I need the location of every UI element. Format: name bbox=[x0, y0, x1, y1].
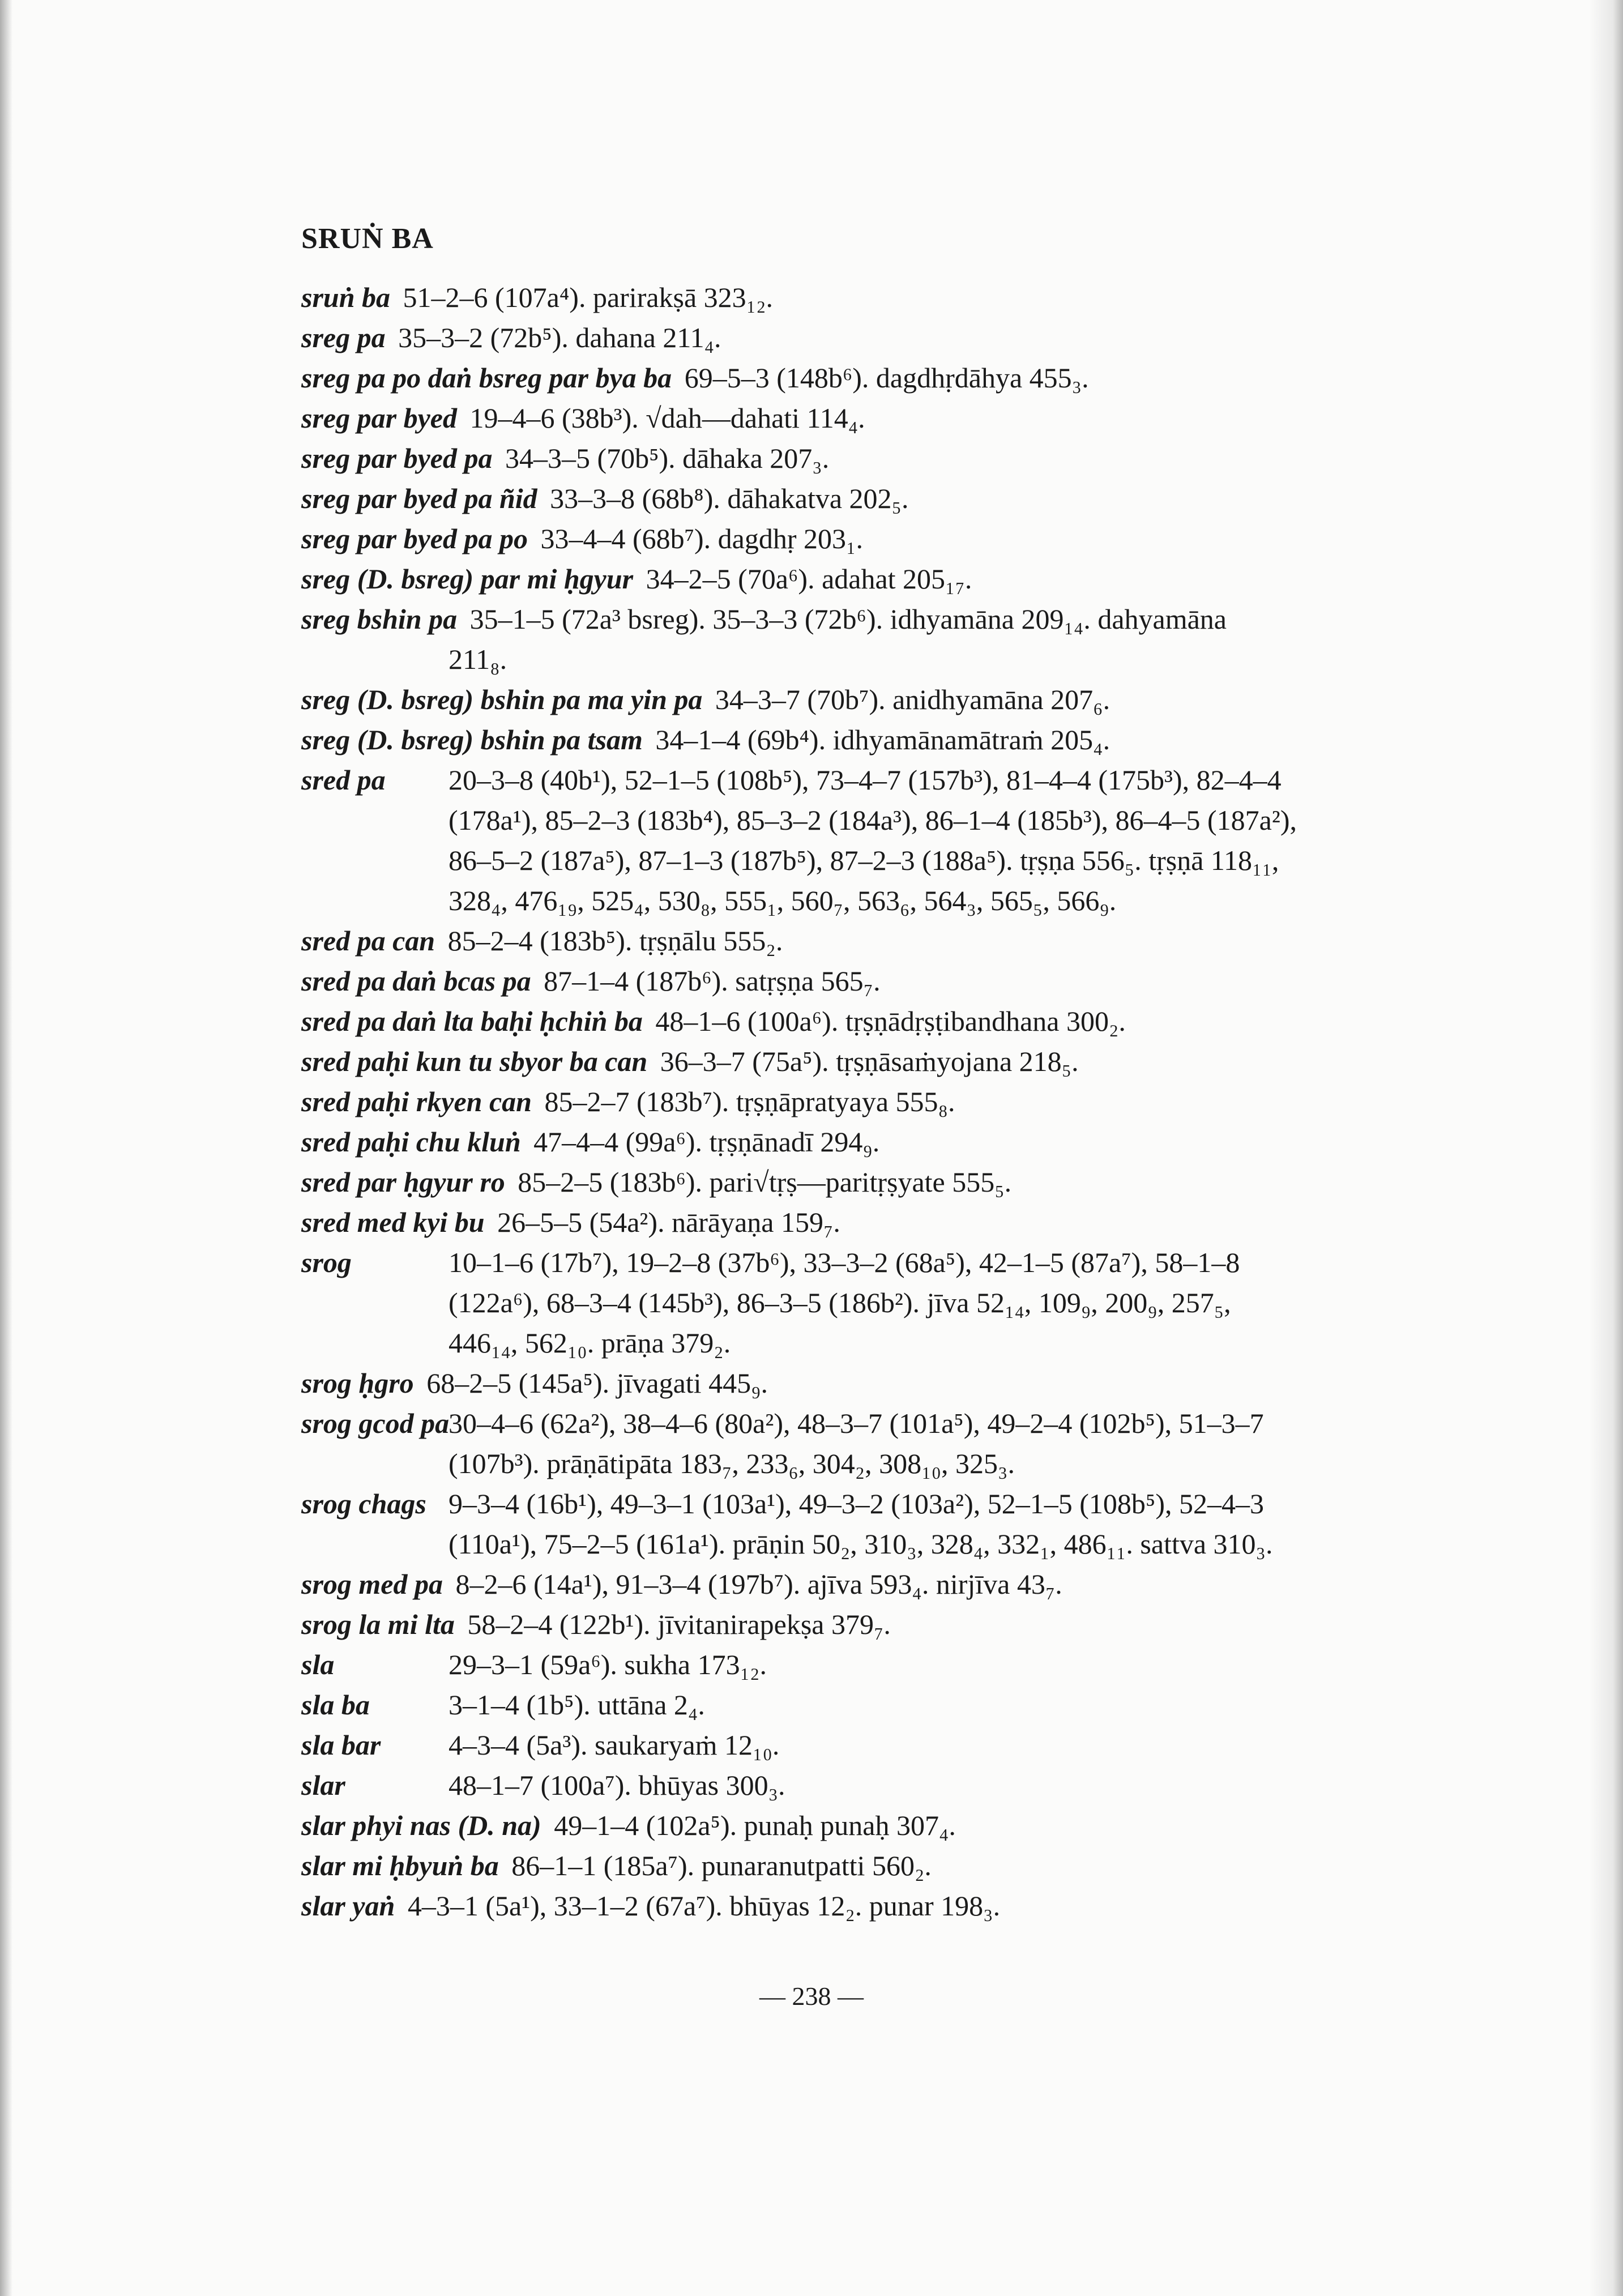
dictionary-entry bbox=[301, 599, 1411, 680]
entry-headword: srog med pa bbox=[301, 1568, 443, 1600]
entry-line: 34–3–5 (70b⁵). dāhaka 207₃. bbox=[505, 442, 830, 474]
dictionary-entry bbox=[301, 559, 1411, 599]
entry-headword: srog gcod pa bbox=[301, 1407, 450, 1439]
entry-headword: slar yaṅ bbox=[301, 1890, 395, 1922]
dictionary-entry bbox=[301, 760, 1411, 921]
dictionary-entry bbox=[301, 1645, 1411, 1685]
entry-line: 69–5–3 (148b⁶). dagdhṛdāhya 455₃. bbox=[684, 362, 1089, 394]
entry-headword: sreg (D. bsreg) bshin pa tsam bbox=[301, 724, 643, 756]
entry-line: 68–2–5 (145a⁵). jīvagati 445₉. bbox=[426, 1367, 768, 1399]
entry-line: 8–2–6 (14a¹), 91–3–4 (197b⁷). ajīva 593₄. nirjīva 43₇. bbox=[455, 1568, 1062, 1600]
entry-headword: sreg (D. bsreg) par mi ḥgyur bbox=[301, 563, 634, 595]
dictionary-entry bbox=[301, 1806, 1411, 1846]
entry-line: 85–2–4 (183b⁵). tṛṣṇālu 555₂. bbox=[447, 925, 783, 957]
entry-headword: sreg par byed pa ñid bbox=[301, 483, 537, 514]
dictionary-entry bbox=[301, 1001, 1411, 1042]
page-header: SRUṄ BA bbox=[301, 223, 434, 255]
page-number: — 238 — bbox=[759, 1982, 864, 2011]
entry-line: 33–4–4 (68b⁷). dagdhṛ 203₁. bbox=[540, 523, 863, 554]
entry-headword: slar phyi nas (D. na) bbox=[301, 1810, 541, 1841]
dictionary-entry bbox=[301, 720, 1411, 760]
dictionary-entry bbox=[301, 318, 1411, 358]
entry-line: 48–1–7 (100a⁷). bhūyas 300₃. bbox=[449, 1769, 785, 1801]
entry-headword: sred paḥi rkyen can bbox=[301, 1086, 532, 1117]
entry-line: 3–1–4 (1b⁵). uttāna 2₄. bbox=[449, 1689, 705, 1721]
entry-headword: sred pa daṅ bcas pa bbox=[301, 965, 531, 997]
entry-headword: sred paḥi chu kluṅ bbox=[301, 1126, 521, 1158]
entry-headword: sreg par byed pa bbox=[301, 442, 493, 474]
dictionary-entry bbox=[301, 1082, 1411, 1122]
dictionary-entry bbox=[301, 1846, 1411, 1886]
entry-headword: sla ba bbox=[301, 1689, 370, 1721]
entry-headword: sred pa can bbox=[301, 925, 435, 957]
entry-headword: sreg par byed bbox=[301, 402, 457, 434]
entry-line: (107b³). prāṇātipāta 183₇, 233₆, 304₂, 308₁₀, 325₃. bbox=[449, 1448, 1015, 1479]
entry-line: 34–1–4 (69b⁴). idhyamānamātraṁ 205₄. bbox=[655, 724, 1111, 756]
dictionary-entry bbox=[301, 1564, 1411, 1604]
entry-line: (110a¹), 75–2–5 (161a¹). prāṇin 50₂, 310₃, 328₄, 332₁, 486₁₁. sattva 310₃. bbox=[449, 1528, 1273, 1560]
dictionary-entry bbox=[301, 1202, 1411, 1243]
entry-line: 86–5–2 (187a⁵), 87–1–3 (187b⁵), 87–2–3 (188a⁵). tṛṣṇa 556₅. tṛṣṇā 118₁₁, bbox=[449, 844, 1279, 876]
entry-line: 328₄, 476₁₉, 525₄, 530₈, 555₁, 560₇, 563₆, 564₃, 565₅, 566₉. bbox=[449, 885, 1117, 916]
entry-line: 48–1–6 (100a⁶). tṛṣṇādṛṣṭibandhana 300₂. bbox=[655, 1005, 1126, 1037]
dictionary-entry bbox=[301, 1162, 1411, 1202]
entry-headword: sred med kyi bu bbox=[301, 1206, 485, 1238]
entry-line: 34–3–7 (70b⁷). anidhyamāna 207₆. bbox=[715, 684, 1111, 715]
entry-line: 35–1–5 (72a³ bsreg). 35–3–3 (72b⁶). idhyamāna 209₁₄. dahyamāna bbox=[469, 603, 1227, 635]
dictionary-entry bbox=[301, 358, 1411, 398]
entry-line: 19–4–6 (38b³). √dah—dahati 114₄. bbox=[469, 402, 865, 434]
entry-headword: srog la mi lta bbox=[301, 1608, 455, 1640]
dictionary-entry bbox=[301, 438, 1411, 479]
entry-line: 20–3–8 (40b¹), 52–1–5 (108b⁵), 73–4–7 (157b³), 81–4–4 (175b³), 82–4–4 bbox=[449, 764, 1282, 796]
entry-headword: slar mi ḥbyuṅ ba bbox=[301, 1850, 499, 1881]
entry-headword: sruṅ ba bbox=[301, 281, 391, 313]
dictionary-entry bbox=[301, 1243, 1411, 1363]
entry-line: 9–3–4 (16b¹), 49–3–1 (103a¹), 49–3–2 (103a²), 52–1–5 (108b⁵), 52–4–3 bbox=[449, 1488, 1264, 1520]
entry-line: 36–3–7 (75a⁵). tṛṣṇāsaṁyojana 218₅. bbox=[660, 1045, 1079, 1077]
dictionary-entry bbox=[301, 961, 1411, 1001]
dictionary-entry bbox=[301, 1403, 1411, 1484]
entry-line: 47–4–4 (99a⁶). tṛṣṇānadī 294₉. bbox=[533, 1126, 880, 1158]
entry-headword: sreg bshin pa bbox=[301, 603, 458, 635]
entry-line: 49–1–4 (102a⁵). punaḥ punaḥ 307₄. bbox=[554, 1810, 956, 1841]
entry-headword: sred par ḥgyur ro bbox=[301, 1166, 505, 1198]
entry-line: 51–2–6 (107a⁴). parirakṣā 323₁₂. bbox=[403, 281, 774, 313]
dictionary-entry bbox=[301, 1604, 1411, 1645]
entry-headword: srog chags bbox=[301, 1488, 426, 1520]
entry-headword: sla bar bbox=[301, 1729, 381, 1761]
entry-line: 86–1–1 (185a⁷). punaranutpatti 560₂. bbox=[511, 1850, 932, 1881]
entry-headword: srog ḥgro bbox=[301, 1367, 414, 1399]
dictionary-entry bbox=[301, 1363, 1411, 1403]
dictionary-entry bbox=[301, 1042, 1411, 1082]
dictionary-entry bbox=[301, 398, 1411, 438]
entry-headword: sreg pa bbox=[301, 322, 386, 353]
entry-headword: sred paḥi kun tu sbyor ba can bbox=[301, 1045, 648, 1077]
dictionary-entry bbox=[301, 1122, 1411, 1162]
page-left-edge bbox=[0, 0, 12, 2296]
entry-line: 35–3–2 (72b⁵). dahana 211₄. bbox=[398, 322, 721, 353]
entry-line: 34–2–5 (70a⁶). adahat 205₁₇. bbox=[646, 563, 972, 595]
dictionary-entry bbox=[301, 921, 1411, 961]
dictionary-entry bbox=[301, 1685, 1411, 1725]
dictionary-entry bbox=[301, 1765, 1411, 1806]
entry-headword: sred pa bbox=[301, 764, 386, 796]
entry-headword: sla bbox=[301, 1649, 335, 1680]
entry-line: 85–2–5 (183b⁶). pari√tṛṣ—paritṛṣyate 555₅. bbox=[518, 1166, 1012, 1198]
dictionary-entries bbox=[301, 278, 1411, 1926]
dictionary-entry bbox=[301, 680, 1411, 720]
entry-line: 29–3–1 (59a⁶). sukha 173₁₂. bbox=[449, 1649, 767, 1680]
page-right-edge bbox=[1589, 0, 1623, 2296]
entry-line: 26–5–5 (54a²). nārāyaṇa 159₇. bbox=[497, 1206, 840, 1238]
entry-headword: slar bbox=[301, 1769, 345, 1801]
entry-line: (122a⁶), 68–3–4 (145b³), 86–3–5 (186b²). jīva 52₁₄, 109₉, 200₉, 257₅, bbox=[449, 1287, 1231, 1318]
entry-line: 33–3–8 (68b⁸). dāhakatva 202₅. bbox=[550, 483, 909, 514]
entry-line: 211₈. bbox=[449, 643, 507, 675]
dictionary-entry bbox=[301, 479, 1411, 519]
entry-headword: sreg pa po daṅ bsreg par bya ba bbox=[301, 362, 672, 394]
entry-line: 10–1–6 (17b⁷), 19–2–8 (37b⁶), 33–3–2 (68a⁵), 42–1–5 (87a⁷), 58–1–8 bbox=[449, 1247, 1240, 1278]
entry-headword: sred pa daṅ lta baḥi ḥchiṅ ba bbox=[301, 1005, 643, 1037]
dictionary-entry bbox=[301, 1886, 1411, 1926]
entry-line: 85–2–7 (183b⁷). tṛṣṇāpratyaya 555₈. bbox=[544, 1086, 955, 1117]
dictionary-entry bbox=[301, 1725, 1411, 1765]
entry-line: 4–3–4 (5a³). saukaryaṁ 12₁₀. bbox=[449, 1729, 780, 1761]
entry-line: 446₁₄, 562₁₀. prāṇa 379₂. bbox=[449, 1327, 731, 1359]
dictionary-entry bbox=[301, 278, 1411, 318]
entry-line: (178a¹), 85–2–3 (183b⁴), 85–3–2 (184a³), 86–1–4 (185b³), 86–4–5 (187a²), bbox=[449, 804, 1297, 836]
entry-line: 87–1–4 (187b⁶). satṛṣṇa 565₇. bbox=[544, 965, 881, 997]
entry-headword: srog bbox=[301, 1247, 352, 1278]
entry-line: 30–4–6 (62a²), 38–4–6 (80a²), 48–3–7 (101a⁵), 49–2–4 (102b⁵), 51–3–7 bbox=[449, 1407, 1264, 1439]
entry-headword: sreg par byed pa po bbox=[301, 523, 528, 554]
entry-headword: sreg (D. bsreg) bshin pa ma yin pa bbox=[301, 684, 703, 715]
entry-line: 58–2–4 (122b¹). jīvitanirapekṣa 379₇. bbox=[467, 1608, 891, 1640]
dictionary-entry bbox=[301, 519, 1411, 559]
entry-line: 4–3–1 (5a¹), 33–1–2 (67a⁷). bhūyas 12₂. punar 198₃. bbox=[407, 1890, 1001, 1922]
dictionary-entry bbox=[301, 1484, 1411, 1564]
